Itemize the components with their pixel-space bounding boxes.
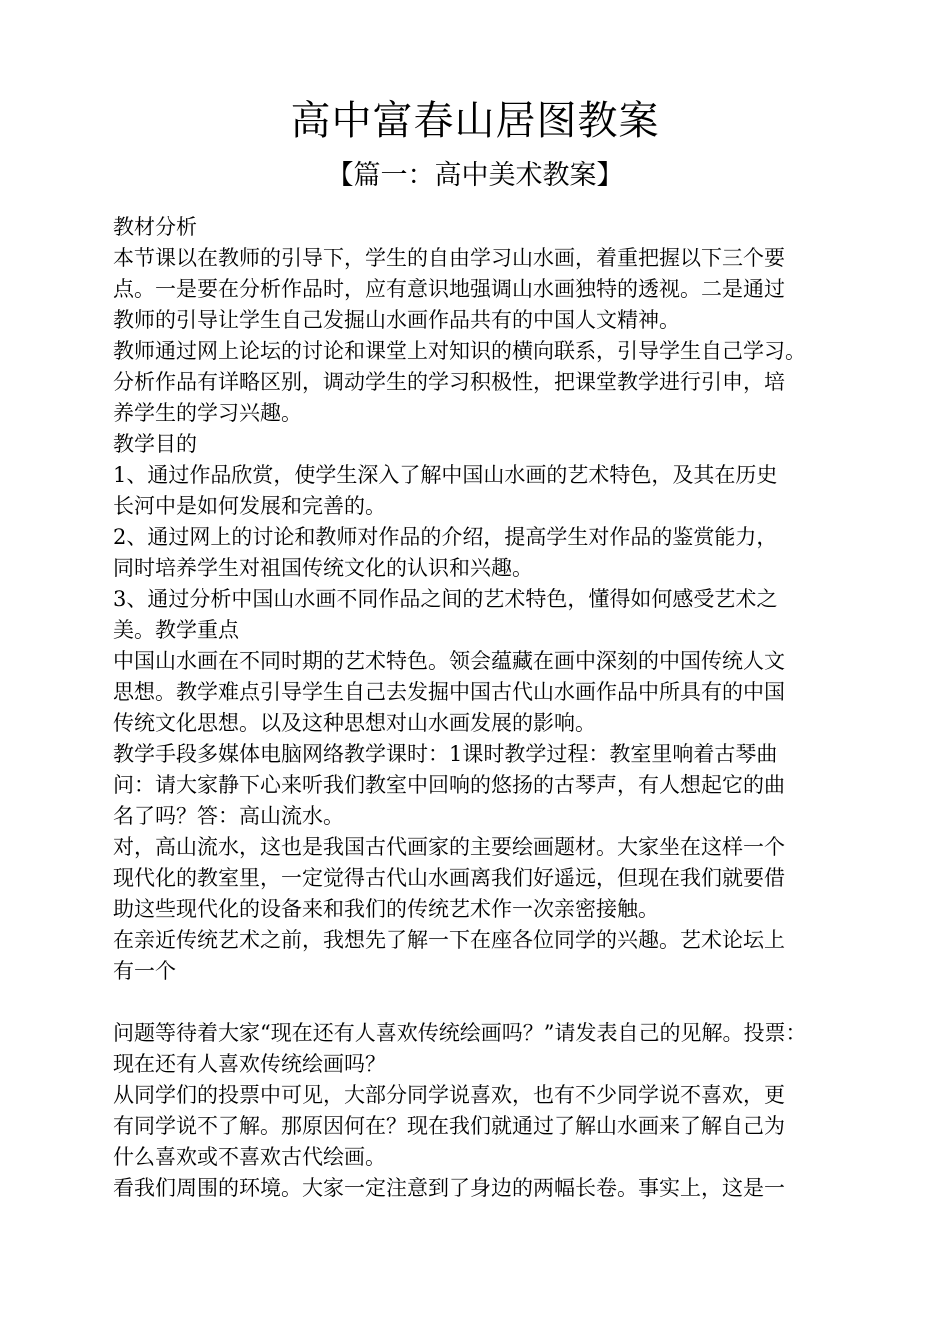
text-line: 2、通过网上的讨论和教师对作品的介绍，提高学生对作品的鉴赏能力， <box>113 525 778 549</box>
text-line: 分析作品有详略区别，调动学生的学习积极性，把课堂教学进行引申，培 <box>113 370 785 394</box>
text-line: 养学生的学习兴趣。 <box>113 401 302 425</box>
text-line: 问：请大家静下心来听我们教室中回响的悠扬的古琴声，有人想起它的曲 <box>113 773 785 797</box>
document-body <box>113 212 873 1204</box>
text-line: 对，高山流水，这也是我国古代画家的主要绘画题材。大家坐在这样一个 <box>113 835 785 859</box>
text-line: 中国山水画在不同时期的艺术特色。领会蕴藏在画中深刻的中国传统人文 <box>113 649 785 673</box>
text-line: 3、通过分析中国山水画不同作品之间的艺术特色，懂得如何感受艺术之 <box>113 587 778 611</box>
text-line: 本节课以在教师的引导下，学生的自由学习山水画，着重把握以下三个要 <box>113 246 785 270</box>
text-line: 看我们周围的环境。大家一定注意到了身边的两幅长卷。事实上，这是一 <box>113 1176 785 1200</box>
paragraph-gap <box>113 987 873 1018</box>
text-line: 同时培养学生对祖国传统文化的认识和兴趣。 <box>113 556 533 580</box>
text-line: 传统文化思想。以及这种思想对山水画发展的影响。 <box>113 711 596 735</box>
text-line: 从同学们的投票中可见，大部分同学说喜欢，也有不少同学说不喜欢，更 <box>113 1083 785 1107</box>
text-line: 长河中是如何发展和完善的。 <box>113 494 386 518</box>
document-title: 高中富春山居图教案 <box>290 98 660 144</box>
text-line: 问题等待着大家“现在还有人喜欢传统绘画吗？”请发表自己的见解。投票： <box>113 1021 807 1045</box>
text-line: 名了吗？答：高山流水。 <box>113 804 344 828</box>
text-line: 有同学说不了解。那原因何在？现在我们就通过了解山水画来了解自己为 <box>113 1114 785 1138</box>
text-line: 思想。教学难点引导学生自己去发掘中国古代山水画作品中所具有的中国 <box>113 680 785 704</box>
text-line: 教师的引导让学生自己发掘山水画作品共有的中国人文精神。 <box>113 308 680 332</box>
text-line: 教学手段多媒体电脑网络教学课时：1课时教学过程：教室里响着古琴曲 <box>113 742 778 766</box>
text-line: 教材分析 <box>113 215 197 239</box>
text-line: 在亲近传统艺术之前，我想先了解一下在座各位同学的兴趣。艺术论坛上 <box>113 928 785 952</box>
text-line: 现在还有人喜欢传统绘画吗？ <box>113 1052 386 1076</box>
text-line: 助这些现代化的设备来和我们的传统艺术作一次亲密接触。 <box>113 897 659 921</box>
text-line: 点。一是要在分析作品时，应有意识地强调山水画独特的透视。二是通过 <box>113 277 785 301</box>
text-line: 现代化的教室里，一定觉得古代山水画离我们好遥远，但现在我们就要借 <box>113 866 785 890</box>
text-line: 有一个 <box>113 959 176 983</box>
text-line: 什么喜欢或不喜欢古代绘画。 <box>113 1145 386 1169</box>
text-line: 教学目的 <box>113 432 197 456</box>
document-subtitle: 【篇一：高中美术教案】 <box>326 160 624 191</box>
text-line: 教师通过网上论坛的讨论和课堂上对知识的横向联系，引导学生自己学习。 <box>113 339 806 363</box>
text-line: 1、通过作品欣赏，使学生深入了解中国山水画的艺术特色，及其在历史 <box>113 463 778 487</box>
text-line: 美。教学重点 <box>113 618 239 642</box>
